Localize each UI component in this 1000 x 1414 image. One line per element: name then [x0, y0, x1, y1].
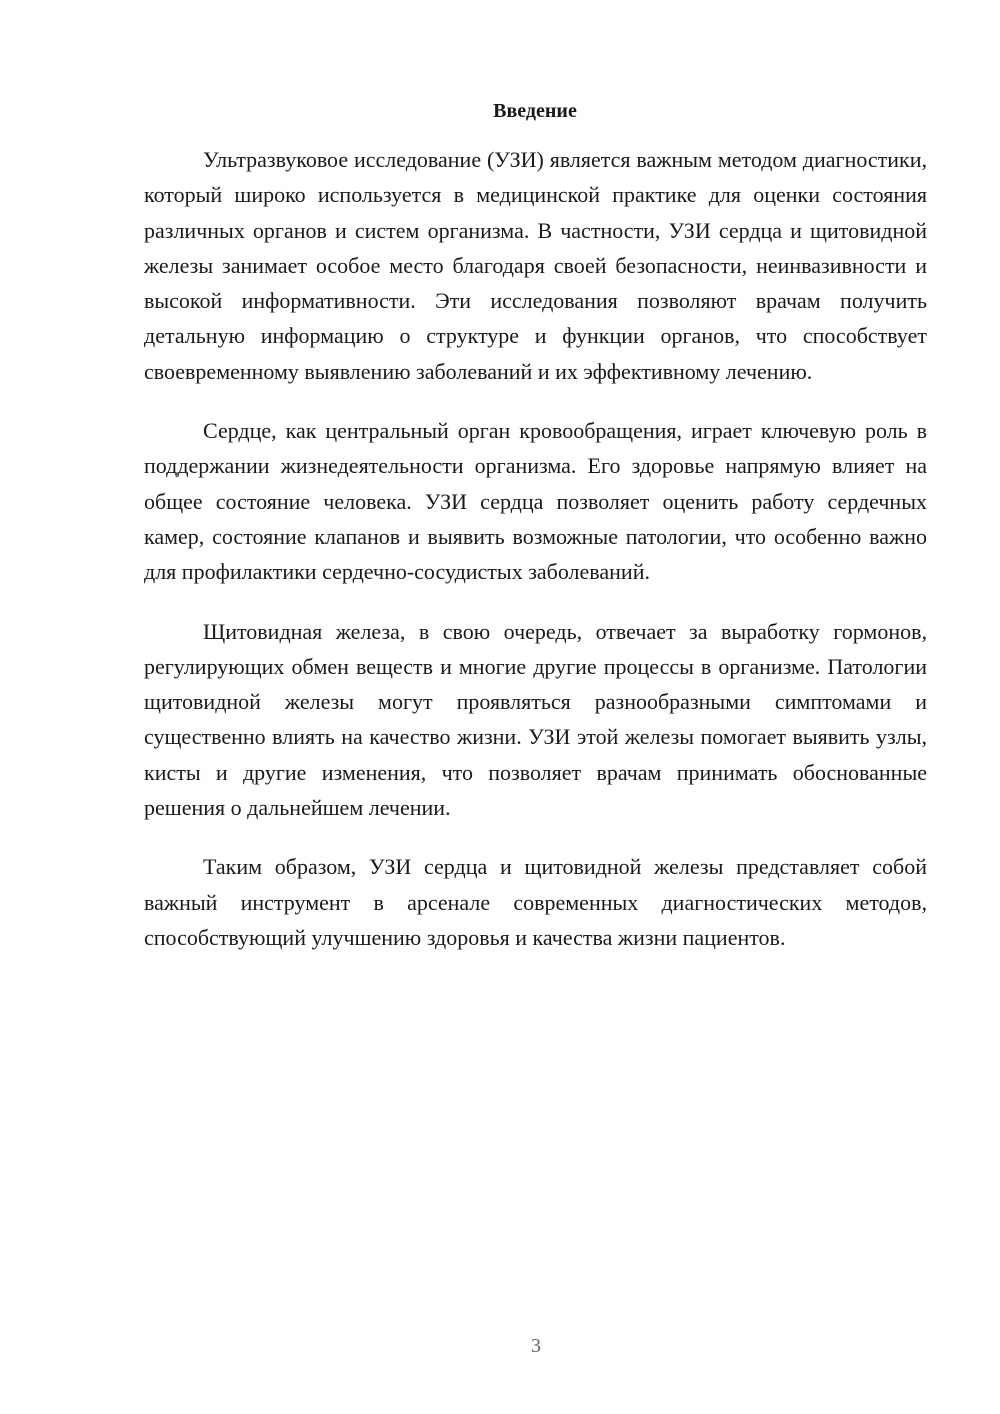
paragraph-intro: Ультразвуковое исследование (УЗИ) является важным методом диагностики, который широко используется в медицинской практике для оценки состояния различных органов и систем организма. В частности, УЗИ сердца и щитовидной железы занимает особое место благодаря своей безопасности, неинвазивности и высокой информативности. Эти исследования позволяют врачам получить детальную информацию о структуре и функции органов, что способствует своевременному выявлению заболеваний и их эффективному лечению.	[144, 147, 927, 384]
paragraph-conclusion: Таким образом, УЗИ сердца и щитовидной железы представляет собой важный инструмент в арсенале современных диагностических методов, способствующий улучшению здоровья и качества жизни пациентов.	[144, 854, 927, 950]
document-body	[144, 142, 927, 979]
paragraph-heart: Сердце, как центральный орган кровообращения, играет ключевую роль в поддержании жизнедеятельности организма. Его здоровье напрямую влияет на общее состояние человека. УЗИ сердца позволяет оценить работу сердечных камер, состояние клапанов и выявить возможные патологии, что особенно важно для профилактики сердечно-сосудистых заболеваний.	[144, 418, 927, 585]
paragraph-thyroid: Щитовидная железа, в свою очередь, отвечает за выработку гормонов, регулирующих обмен веществ и многие другие процессы в организме. Патологии щитовидной железы могут проявляться разнообразными симптомами и существенно влиять на качество жизни. УЗИ этой железы помогает выявить узлы, кисты и другие изменения, что позволяет врачам принимать обоснованные решения о дальнейшем лечении.	[144, 618, 927, 821]
section-heading: Введение	[493, 100, 577, 122]
page-number: 3	[531, 1335, 541, 1357]
